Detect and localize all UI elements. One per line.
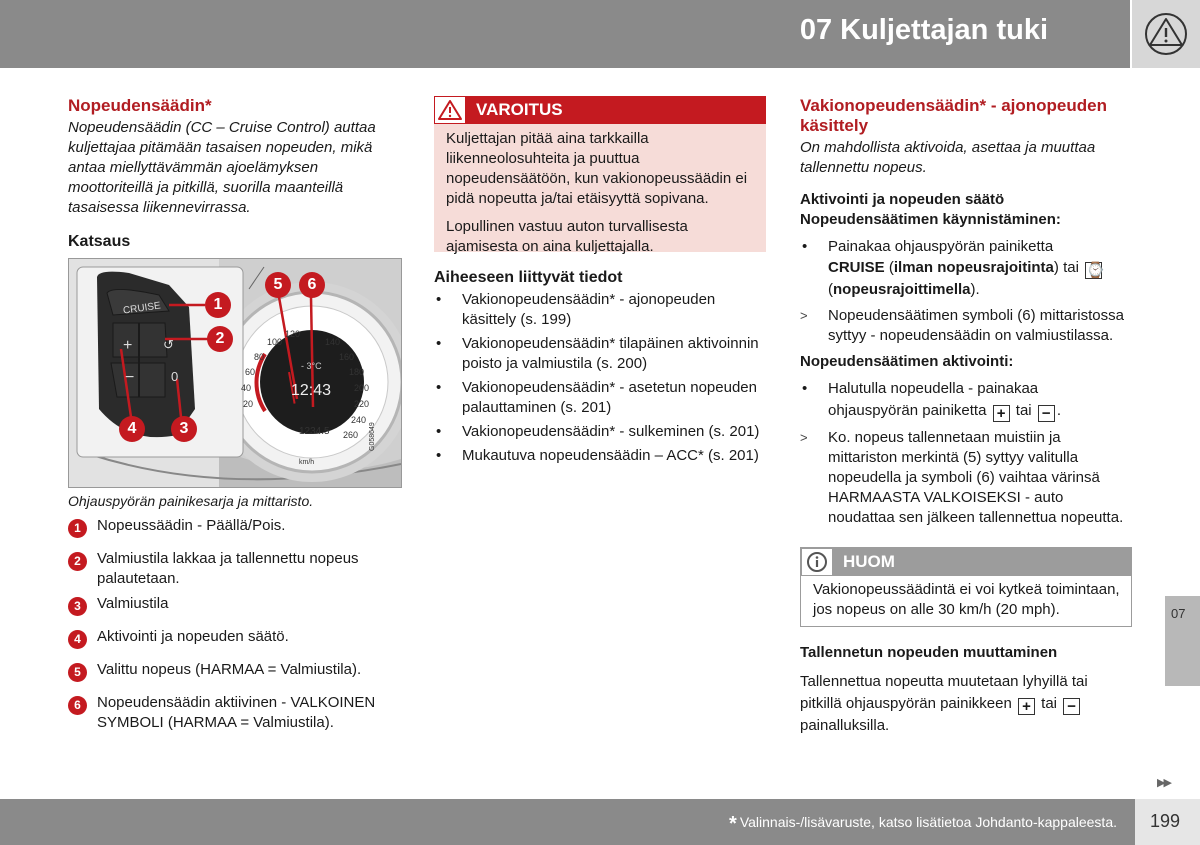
button-plus-label: + [123,337,133,354]
legend-text: Nopeussäädin - Päällä/Pois. [97,517,286,534]
or-text: tai [1015,402,1032,419]
activate-steps [800,378,1132,528]
related-heading: Aiheeseen liittyvät tiedot [434,269,623,286]
legend-text: Valmiustila [97,595,169,612]
note-header [801,548,1131,576]
footnote-text: Valinnais-/lisävaruste, katso lisätietoa Johdanto-kappaleesta. [739,814,1117,830]
chapter-side-tab [1165,596,1200,686]
section-intro: Nopeudensäädin (CC – Cruise Control) auttaa kuljettajaa pitämään tasaisen nopeuden, mikä antaa miellyttävämmän ajoelämyksen moottoriteillä ja pitkillä, suorilla maanteillä tasaisessa liikennevirrassa. [68,119,376,216]
section-intro: On mahdollista aktivoida, asettaa ja muuttaa tallennettu nopeus. [800,139,1096,176]
legend-badge: 2 [68,552,87,571]
step-text: Painakaa ohjauspyörän painiketta [828,238,1054,255]
callout-3: 3 [171,416,197,442]
speed-tick-60: 60 [245,367,256,377]
chapter-title: 07 Kuljettajan tuki [799,14,1048,46]
minus-key-icon: − [1063,698,1080,715]
legend-text: Aktivointi ja nopeuden säätö. [97,628,289,645]
warning-title: VAROITUS [476,100,563,119]
note-title: HUOM [843,552,895,571]
or-text: tai [1063,259,1079,276]
overview-heading: Katsaus [68,233,131,250]
chapter-header [0,0,1130,68]
warning-paragraph: Lopullinen vastuu auton turvallisesta ajamisesta on aina kuljettajalla. [446,218,688,255]
related-link[interactable]: • Mukautuva nopeudensäädin – ACC* (s. 201) [434,446,766,466]
outside-temp: - 3°C [301,361,322,371]
speed-limiter-icon: ⌚ [1086,262,1105,279]
no-limiter-text: ilman nopeusrajoitinta [893,259,1054,276]
steering-wheel-and-dashboard-figure [68,258,402,488]
cruise-button-name: CRUISE [828,259,885,276]
speed-tick-20: 20 [243,399,254,409]
callout-legend-list [68,516,398,733]
chapter-side-tab-label: 07 [1171,606,1186,621]
warning-box [434,96,766,255]
footnote-star: * [729,813,737,835]
speed-tick-80: 80 [254,352,265,362]
related-link[interactable]: • Vakionopeudensäädin* - sulkeminen (s. 201) [434,422,766,442]
legend-badge: 6 [68,696,87,715]
list-item [68,549,398,594]
activate-step: • Halutulla nopeudella - painakaa ohjauspyörän painiketta + tai − . [800,378,1132,422]
related-link[interactable]: • Vakionopeudensäädin* tilapäinen aktivoinnin poisto ja valmiustila (s. 200) [434,334,766,374]
step-text: Halutulla nopeudella - painakaa ohjauspyörän painiketta [828,380,1039,419]
change-heading: Tallennetun nopeuden muuttaminen [800,644,1058,661]
column-warning-related [434,96,766,466]
plus-key-icon: + [1018,698,1035,715]
button-minus-label: − [125,369,135,386]
resume-icon: ↺ [163,337,174,352]
change-paragraph [800,671,1132,737]
double-arrow-right-icon: ▶▶ [1157,777,1170,789]
speed-tick-240: 240 [351,415,367,425]
dashboard-clock: 12:43 [291,382,332,399]
list-item [68,660,398,693]
speed-tick-140: 140 [325,337,341,347]
start-step-result: > Nopeudensäätimen symboli (6) mittaristossa syttyy - nopeudensäädin on valmiustilassa. [800,306,1132,346]
button-zero-label: 0 [171,369,179,384]
related-list [434,290,766,466]
figure-code: G058649 [369,422,376,451]
callout-1: 1 [205,292,231,318]
warning-paragraph: Kuljettajan pitää aina tarkkailla liikenneolosuhteita ja puuttua nopeudensäätöön, kun vakionopeussäädin ei pidä nopeutta ja/tai etäisyyttä sopivana. [446,130,748,207]
speed-tick-120: 120 [285,329,301,339]
page-footer [0,799,1135,845]
legend-text: Valmiustila lakkaa ja tallennettu nopeus palautetaan. [97,550,359,587]
start-steps [800,236,1132,346]
callout-2: 2 [207,326,233,352]
list-item [68,693,398,733]
warning-triangle-icon [1132,0,1200,68]
note-box [800,547,1132,627]
column-cruise-overview [68,96,398,733]
speed-tick-200: 200 [354,383,370,393]
change-text: Tallennettua nopeutta muutetaan lyhyillä tai pitkillä ohjauspyörän painikkeen [800,673,1088,712]
legend-badge: 5 [68,663,87,682]
speed-tick-160: 160 [339,352,355,362]
speed-tick-180: 180 [349,367,365,377]
legend-text: Nopeudensäädin aktiivinen - VALKOINEN SYMBOLI (HARMAA = Valmiustila). [97,694,376,731]
plus-key-icon: + [993,405,1010,422]
speed-tick-100: 100 [267,337,283,347]
speed-tick-260: 260 [343,430,359,440]
warning-triangle-icon [434,96,466,124]
speed-tick-40: 40 [241,383,252,393]
change-text-end: painalluksilla. [800,717,890,734]
footer-note [729,813,1117,836]
legend-badge: 3 [68,597,87,616]
callout-4: 4 [119,416,145,442]
note-body: Vakionopeussäädintä ei voi kytkeä toimintaan, jos nopeus on alle 30 km/h (20 mph). [813,581,1120,618]
activate-step-result: > Ko. nopeus tallennetaan muistiin ja mittariston merkintä (5) syttyy valitulla nopeudella ja symboli (6) vaihtaa värinsä HARMAASTA VALKOISEKSI - auto noudattaa sen jälkeen tallennettua nopeutta. [800,428,1132,528]
related-link[interactable]: • Vakionopeudensäädin* - ajonopeuden käsittely (s. 199) [434,290,766,330]
related-link[interactable]: • Vakionopeudensäädin* - asetetun nopeuden palauttaminen (s. 201) [434,378,766,418]
callout-6: 6 [299,272,325,298]
speed-tick-220: 220 [354,399,370,409]
legend-badge: 1 [68,519,87,538]
warning-body [446,129,756,257]
callout-5: 5 [265,272,291,298]
odometer: 1234.5 [299,426,330,437]
page-number: 199 [1150,811,1181,831]
figure-caption: Ohjauspyörän painikesarja ja mittaristo. [68,493,314,509]
section-title: Nopeudensäädin* [68,96,212,115]
or-text: tai [1041,695,1057,712]
chapter-warning-tab [1132,0,1200,68]
list-item [68,594,398,627]
list-item [68,516,398,549]
page-number-box [1135,799,1200,845]
activate-heading: Nopeudensäätimen aktivointi: [800,353,1014,370]
column-speed-handling [800,96,1132,737]
info-icon [801,548,833,576]
legend-badge: 4 [68,630,87,649]
section-title: Vakionopeudensäädin* - ajonopeuden käsittely [800,96,1107,135]
activation-heading: Aktivointi ja nopeuden säätö [800,191,1005,208]
start-step: • Painakaa ohjauspyörän painiketta CRUISE (ilman nopeusrajoitinta) tai ⌚ (nopeusrajoittimella). [800,236,1132,300]
button-cruise-label: CRUISE [122,300,162,317]
start-heading: Nopeudensäätimen käynnistäminen: [800,211,1061,228]
list-item [68,627,398,660]
legend-text: Valittu nopeus (HARMAA = Valmiustila). [97,661,362,678]
speed-unit: km/h [299,459,315,466]
warning-header [434,96,766,124]
with-limiter-text: nopeusrajoittimella [833,281,971,298]
minus-key-icon: − [1038,405,1055,422]
